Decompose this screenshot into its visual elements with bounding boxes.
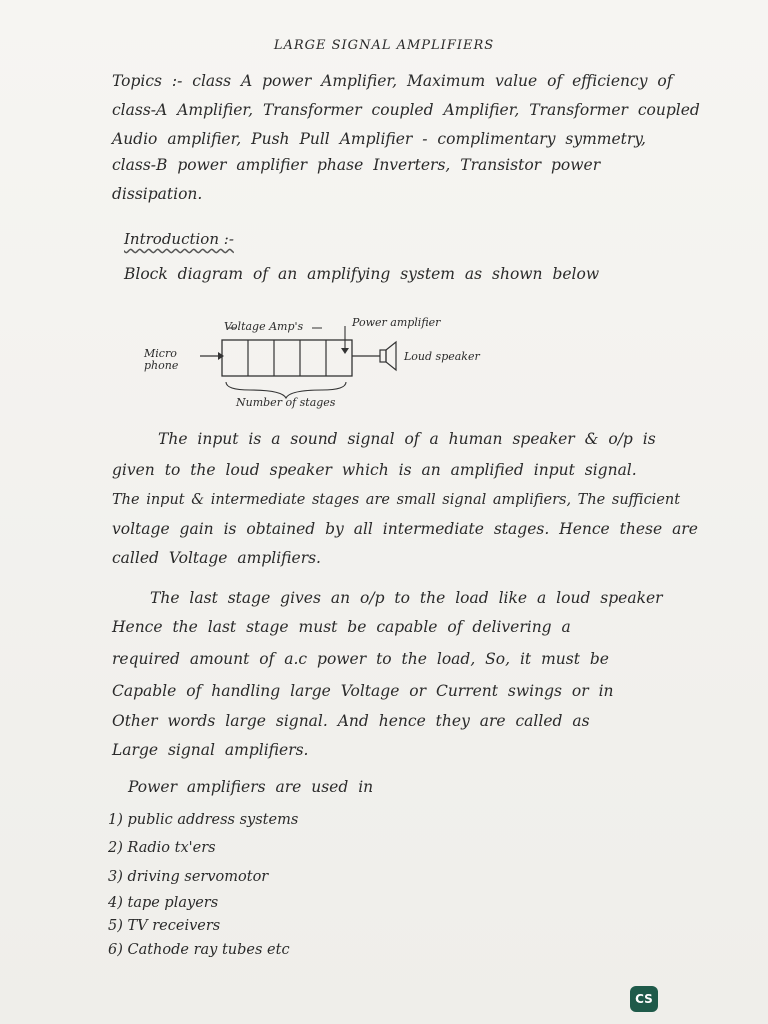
para2-line-1: The last stage gives an o/p to the load like a loud speaker	[150, 589, 663, 607]
para2-line-5: Other words large signal. And hence they are called as	[112, 712, 590, 730]
para1-line-2: given to the loud speaker which is an amplified input signal.	[112, 461, 637, 479]
label-loud-speaker: Loud speaker	[404, 350, 480, 363]
list-item-1: 1) public address systems	[108, 812, 299, 828]
list-item-3: 3) driving servomotor	[108, 869, 269, 885]
label-voltage-amps: Voltage Amp's	[224, 320, 304, 333]
topics-line-5: dissipation.	[112, 185, 203, 203]
intro-line: Block diagram of an amplifying system as shown below	[124, 265, 600, 283]
para1-line-5: called Voltage amplifiers.	[112, 549, 321, 567]
para2-line-2: Hence the last stage must be capable of delivering a	[112, 618, 571, 636]
list-item-5: 5) TV receivers	[108, 918, 221, 934]
label-number-of-stages: Number of stages	[236, 396, 336, 409]
topics-line-1: Topics :- class A power Amplifier, Maximum value of efficiency of	[112, 72, 673, 90]
camscanner-logo: CS	[630, 986, 658, 1012]
list-item-6: 6) Cathode ray tubes etc	[108, 942, 290, 958]
list-item-2: 2) Radio tx'ers	[108, 840, 216, 856]
page-title: LARGE SIGNAL AMPLIFIERS	[273, 38, 495, 53]
para2-line-4: Capable of handling large Voltage or Current swings or in	[112, 682, 614, 700]
topics-line-2: class-A Amplifier, Transformer coupled Amplifier, Transformer coupled	[112, 101, 700, 119]
label-microphone: Micro phone	[144, 347, 179, 372]
para1-line-3: The input & intermediate stages are small signal amplifiers, The sufficient	[112, 492, 681, 508]
block-diagram	[140, 312, 500, 412]
uses-heading: Power amplifiers are used in	[128, 778, 374, 796]
para1-line-4: voltage gain is obtained by all intermediate stages. Hence these are	[112, 520, 698, 538]
list-item-4: 4) tape players	[108, 895, 219, 911]
para2-line-6: Large signal amplifiers.	[112, 741, 309, 759]
label-power-amplifier: Power amplifier	[352, 316, 441, 329]
para1-line-1: The input is a sound signal of a human speaker & o/p is	[158, 430, 656, 448]
introduction-heading: Introduction :-	[124, 230, 234, 248]
topics-line-3: Audio amplifier, Push Pull Amplifier - complimentary symmetry,	[112, 130, 646, 148]
topics-line-4: class-B power amplifier phase Inverters, Transistor power	[112, 156, 601, 174]
para2-line-3: required amount of a.c power to the load, So, it must be	[112, 650, 609, 668]
